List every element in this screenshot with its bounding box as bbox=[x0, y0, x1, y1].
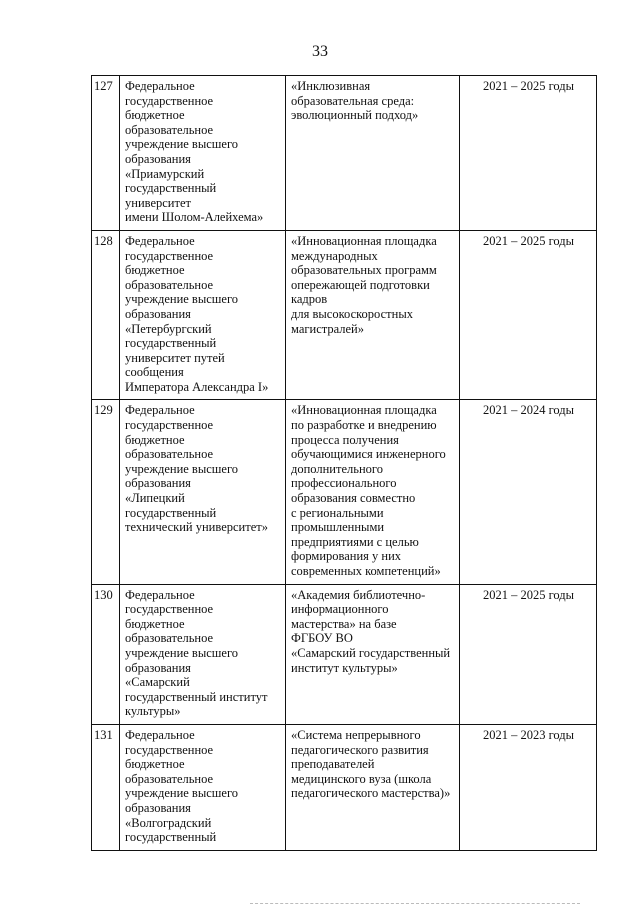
row-number-text: 130 bbox=[94, 587, 113, 602]
row-number-text: 129 bbox=[94, 403, 113, 418]
row-number bbox=[92, 400, 120, 584]
row-number bbox=[92, 584, 120, 724]
period-cell bbox=[460, 230, 597, 400]
institution-cell bbox=[120, 230, 286, 400]
row-number-text: 131 bbox=[94, 727, 113, 742]
row-number-text: 128 bbox=[94, 233, 113, 248]
table-row bbox=[92, 584, 597, 724]
project-text: «Инновационная площадка международных образовательных программ опережающей подготовки кадров для высокоскоростных магистралей» bbox=[291, 233, 437, 336]
row-number bbox=[92, 76, 120, 231]
institution-text: Федеральное государственное бюджетное образовательное учреждение высшего образования «Волгоградский государственный bbox=[125, 727, 239, 845]
project-cell bbox=[286, 584, 460, 724]
period-text: 2021 – 2025 годы bbox=[482, 233, 575, 248]
project-cell bbox=[286, 724, 460, 850]
project-text: «Система непрерывного педагогического развития преподавателей медицинского вуза (школа педагогического мастерства)» bbox=[291, 727, 451, 801]
period-text: 2021 – 2024 годы bbox=[482, 403, 575, 418]
institution-cell bbox=[120, 724, 286, 850]
row-number bbox=[92, 230, 120, 400]
project-cell bbox=[286, 76, 460, 231]
table-row bbox=[92, 400, 597, 584]
table-row bbox=[92, 724, 597, 850]
institution-text: Федеральное государственное бюджетное образовательное учреждение высшего образования «Липецкий государственный технический университет» bbox=[125, 403, 268, 535]
page-bottom-edge bbox=[250, 903, 580, 904]
project-cell bbox=[286, 400, 460, 584]
period-text: 2021 – 2025 годы bbox=[482, 79, 575, 93]
project-text: «Академия библиотечно- информационного мастерства» на базе ФГБОУ ВО «Самарский государственный институт культуры» bbox=[291, 587, 451, 675]
project-text: «Инновационная площадка по разработке и внедрению процесса получения обучающимися инженерного дополнительного профессионального образования совместно с региональными промышленными предприятиями с целью формирования у них современных компетенций» bbox=[291, 403, 446, 578]
institution-cell bbox=[120, 584, 286, 724]
period-text: 2021 – 2025 годы bbox=[482, 587, 575, 602]
row-number bbox=[92, 724, 120, 850]
table-row bbox=[92, 230, 597, 400]
project-cell bbox=[286, 230, 460, 400]
page-number: 33 bbox=[312, 43, 328, 60]
institution-text: Федеральное государственное бюджетное образовательное учреждение высшего образования «Петербургский государственный университет путей сообщения Императора Александра I» bbox=[125, 233, 269, 394]
institution-cell bbox=[120, 400, 286, 584]
period-text: 2021 – 2023 годы bbox=[482, 727, 575, 742]
institution-cell bbox=[120, 76, 286, 231]
institution-text: Федеральное государственное бюджетное образовательное учреждение высшего образования «Самарский государственный институт культуры» bbox=[125, 587, 268, 719]
row-number-text: 127 bbox=[94, 79, 113, 93]
table-row bbox=[92, 76, 597, 231]
period-cell bbox=[460, 724, 597, 850]
project-text: «Инклюзивная образовательная среда: эволюционный подход» bbox=[291, 79, 419, 123]
period-cell bbox=[460, 400, 597, 584]
registry-table bbox=[91, 75, 597, 851]
period-cell bbox=[460, 584, 597, 724]
institution-text: Федеральное государственное бюджетное образовательное учреждение высшего образования «Приамурский государственный университет имени Шолом-Алейхема» bbox=[125, 79, 264, 225]
period-cell bbox=[460, 76, 597, 231]
